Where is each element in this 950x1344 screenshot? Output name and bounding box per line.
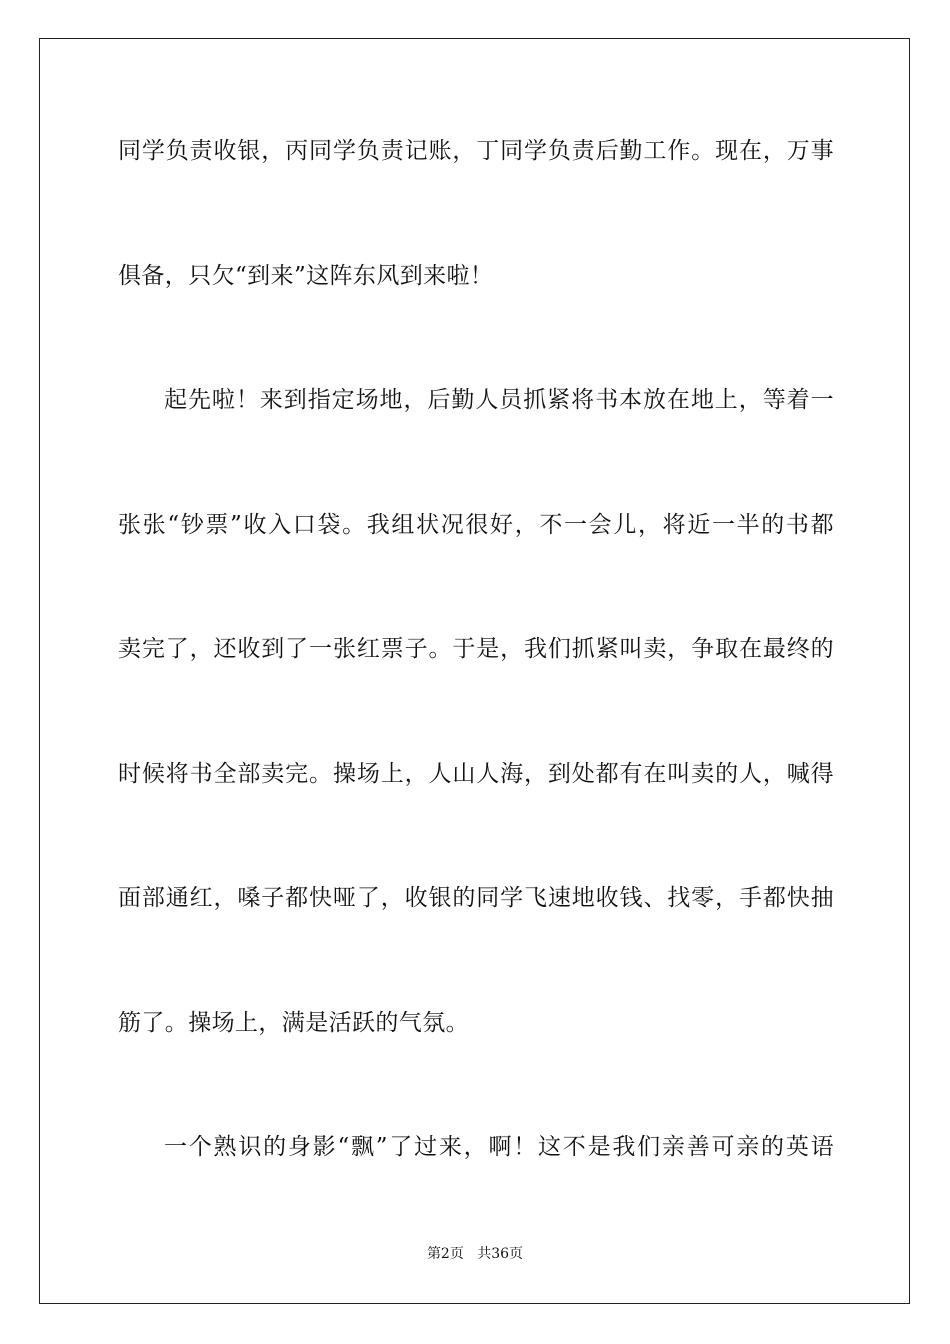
text-line: 张张“钞票”收入口袋。我组状况很好，不一会儿，将近一半的书都 — [118, 512, 834, 538]
page-border — [39, 38, 910, 1304]
text-line: 同学负责收银，丙同学负责记账，丁同学负责后勤工作。现在，万事 — [118, 138, 834, 164]
text-line: 俱备，只欠“到来”这阵东风到来啦！ — [118, 263, 494, 289]
text-line: 面部通红，嗓子都快哑了，收银的同学飞速地收钱、找零，手都快抽 — [118, 885, 834, 911]
text-line: 筋了。操场上，满是活跃的气氛。 — [118, 1010, 469, 1036]
paragraph-start-line: 起先啦！来到指定场地，后勤人员抓紧将书本放在地上，等着一 — [164, 387, 834, 413]
total-pages: 共36页 — [477, 1246, 524, 1262]
text-line: 卖完了，还收到了一张红票子。于是，我们抓紧叫卖，争取在最终的 — [118, 636, 834, 662]
page-number: 第2页 — [426, 1246, 464, 1262]
text-line: 时候将书全部卖完。操场上，人山人海，到处都有在叫卖的人，喊得 — [118, 761, 834, 787]
paragraph-start-line: 一个熟识的身影“飘”了过来，啊！这不是我们亲善可亲的英语 — [164, 1134, 834, 1160]
page-footer — [0, 1244, 950, 1264]
